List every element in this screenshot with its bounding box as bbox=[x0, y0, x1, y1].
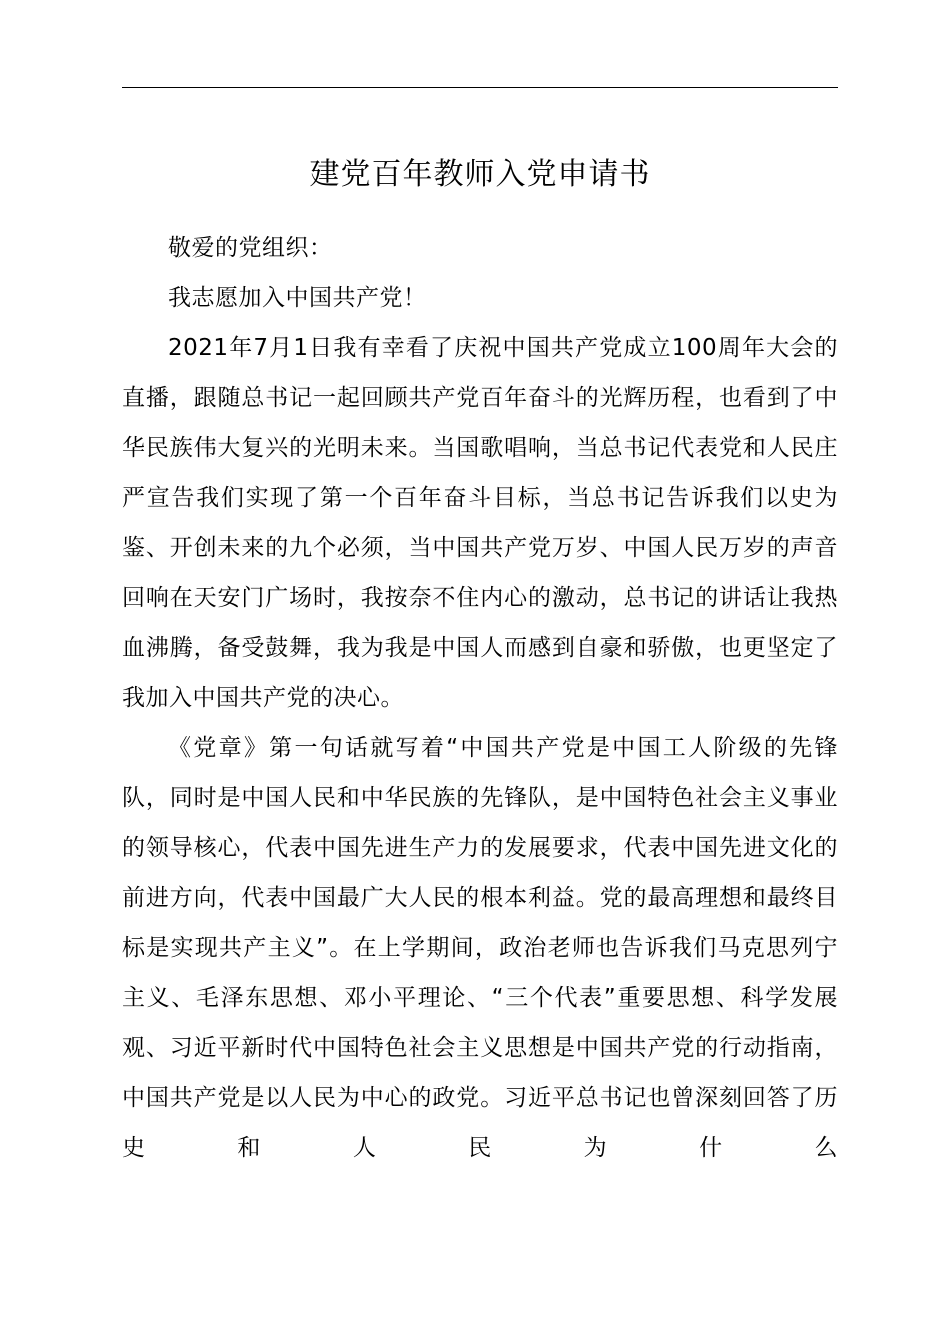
paragraph: 我志愿加入中国共产党！ bbox=[168, 285, 427, 311]
paragraph: 《党章》第一句话就写着“中国共产党是中国工人阶级的先锋队，同时是中国人民和中华民族的先锋队，是中国特色社会主义事业的领导核心，代表中国先进生产力的发展要求，代表中国先进文化的前进方向，代表中国最广大人民的根本利益。党的最高理想和最终目标是实现共产主义”。在上学期间，政治老师也告诉我们马克思列宁主义、毛泽东思想、邓小平理论、“三个代表”重要思想、科学发展观、习近平新时代中国特色社会主义思想是中国共产党的行动指南，中国共产党是以人民为中心的政党。习近平总书记也曾深刻回答了历史和人民为什么 bbox=[122, 735, 838, 1161]
header-rule bbox=[122, 87, 838, 88]
paragraph: 2021年7月1日我有幸看了庆祝中国共产党成立100周年大会的直播，跟随总书记一起回顾共产党百年奋斗的光辉历程，也看到了中华民族伟大复兴的光明未来。当国歌唱响，当总书记代表党和人民庄严宣告我们实现了第一个百年奋斗目标，当总书记告诉我们以史为鉴、开创未来的九个必须，当中国共产党万岁、中国人民万岁的声音回响在天安门广场时，我按奈不住内心的激动，总书记的讲话让我热血沸腾，备受鼓舞，我为我是中国人而感到自豪和骄傲，也更坚定了我加入中国共产党的决心。 bbox=[122, 335, 838, 711]
salutation: 敬爱的党组织： bbox=[168, 235, 333, 261]
document-title: 建党百年教师入党申请书 bbox=[309, 157, 651, 192]
document-body bbox=[122, 223, 838, 1173]
